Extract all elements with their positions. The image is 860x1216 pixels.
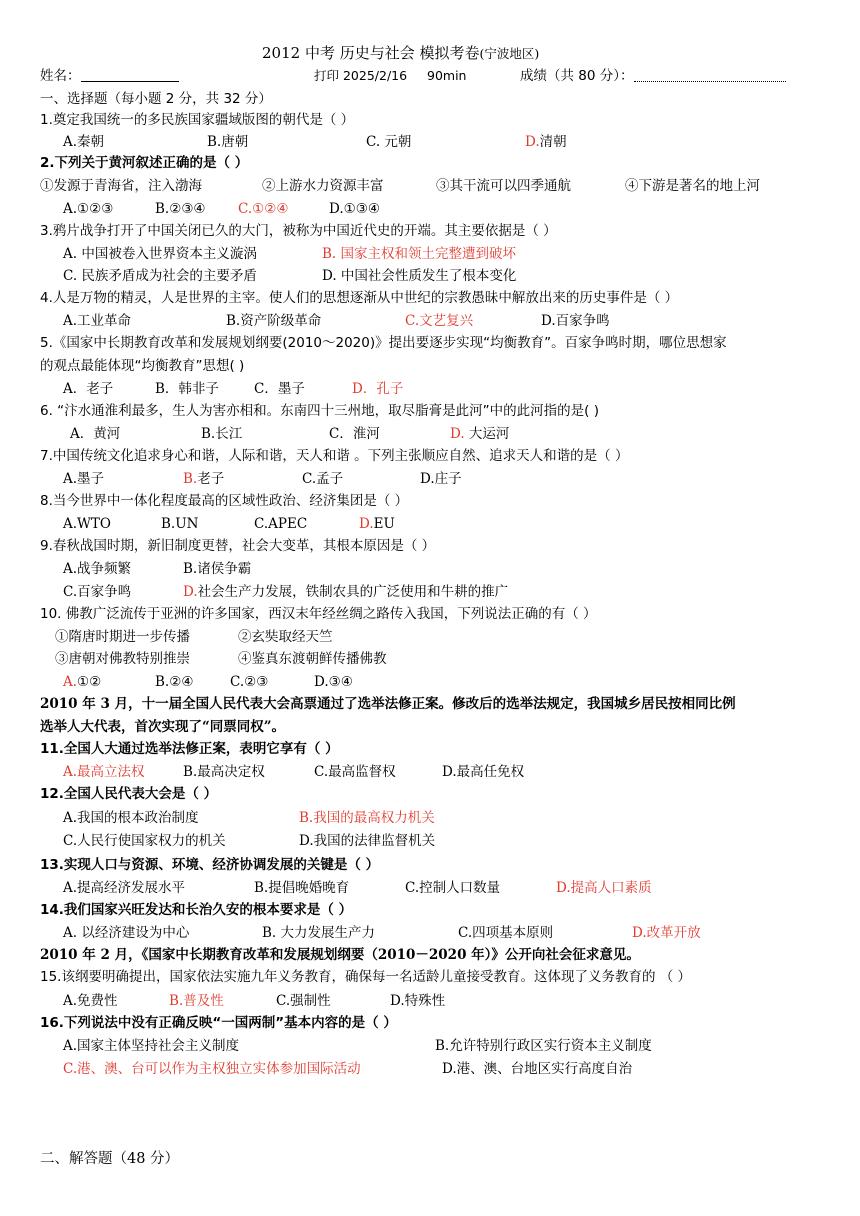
q10-statement-1: ①隋唐时期进一步传播 (55, 629, 190, 645)
q16-option-b: B.允许特别行政区实行资本主义制度 (435, 1038, 652, 1054)
q3-option-b: B. 国家主权和领土完整遭到破坏 (322, 246, 517, 262)
q6-stem: 6. “汴水通淮利最多，生人为害亦相和。东南四十三州地，取尽脂膏是此河”中的此河指的是( ) (40, 403, 599, 419)
q16-option-c: C.港、澳、台可以作为主权独立实体参加国际活动 (63, 1061, 361, 1077)
q2-option-a: A.①②③ (63, 201, 114, 217)
q2-statement-2: ②上游水力资源丰富 (262, 178, 384, 194)
q7-option-a: A.墨子 (63, 471, 105, 487)
q2-option-b: B.②③④ (155, 201, 206, 217)
score-field (520, 67, 786, 85)
q8-option-d-text: EU (373, 516, 395, 532)
q8-option-a: A.WTO (63, 516, 111, 532)
q10-option-a-text: ①② (77, 674, 102, 690)
q10-option-d: D.③④ (314, 674, 353, 690)
q6-option-a: A．黄河 (70, 426, 121, 442)
q14-option-b: B. 大力发展生产力 (262, 925, 376, 941)
q6-option-b: B.长江 (201, 426, 243, 442)
name-blank[interactable] (81, 67, 179, 82)
q1-option-d-text: 清朝 (539, 134, 567, 150)
q3-option-c: C. 民族矛盾成为社会的主要矛盾 (63, 268, 257, 284)
q14-stem: 14.我们国家兴旺发达和长治久安的根本要求是（ ） (40, 902, 353, 918)
q8-stem: 8.当今世界中一体化程度最高的区域性政治、经济集团是（ ） (40, 493, 409, 509)
q2-statement-3: ③其干流可以四季通航 (436, 178, 571, 194)
q10-option-b: B.②④ (155, 674, 194, 690)
q10-statement-2: ②玄奘取经天竺 (238, 629, 333, 645)
title-region: (宁波地区) (479, 46, 540, 61)
q7-option-d: D.庄子 (420, 471, 462, 487)
q15-stem: 15.该纲要明确提出，国家依法实施九年义务教育，确保每一名适龄儿童接受教育。这体现了义务教育的 （ ） (40, 969, 692, 985)
material1-line2: 选举人大代表，首次实现了“同票同权”。 (40, 719, 286, 735)
q1-stem: 1.奠定我国统一的多民族国家疆域版图的朝代是（ ） (40, 112, 355, 128)
q1-answer-letter: D. (525, 134, 540, 150)
q5-option-a: A．老子 (63, 381, 114, 397)
q9-option-d (183, 583, 508, 601)
q10-statement-4: ④鉴真东渡朝鲜传播佛教 (238, 651, 387, 667)
q16-option-a: A.国家主体坚持社会主义制度 (63, 1038, 240, 1054)
q7-option-b-text: 老子 (197, 471, 225, 487)
q2-option-c: C.①②④ (238, 201, 289, 217)
q7-option-c: C.孟子 (302, 471, 344, 487)
q12-option-b: B.我国的最高权力机关 (299, 810, 435, 826)
q2-option-d: D.①③④ (329, 201, 380, 217)
section1-heading: 一、选择题（每小题 2 分，共 32 分） (40, 91, 272, 107)
q10-stem: 10. 佛教广泛流传于亚洲的许多国家，西汉末年经丝绸之路传入我国，下列说法正确的有（ ） (40, 606, 597, 622)
q8-option-d (359, 515, 395, 533)
q15-option-a: A.免费性 (63, 993, 118, 1009)
q5-stem-line1: 5.《国家中长期教育改革和发展规划纲要(2010～2020)》提出要逐步实现“均衡教育”。百家争鸣时期，哪位思想家 (40, 335, 727, 351)
q7-answer-letter: B. (183, 471, 198, 487)
score-blank[interactable] (634, 67, 786, 82)
q14-option-d: D.改革开放 (632, 925, 701, 941)
q16-stem: 16.下列说法中没有正确反映“一国两制”基本内容的是（ ） (40, 1015, 397, 1031)
q8-option-c: C.APEC (254, 516, 308, 532)
q8-answer-letter: D. (359, 516, 374, 532)
q10-option-a (63, 673, 101, 691)
title-text: 2012 中考 历史与社会 模拟考卷 (262, 44, 480, 62)
q4-option-a: A.工业革命 (63, 313, 132, 329)
q11-option-d: D.最高任免权 (442, 764, 525, 780)
q3-option-d: D. 中国社会性质发生了根本变化 (322, 268, 517, 284)
q9-option-c: C.百家争鸣 (63, 584, 132, 600)
q10-answer-letter: A. (63, 674, 78, 690)
q13-option-a: A.提高经济发展水平 (63, 880, 186, 896)
q4-option-d: D.百家争鸣 (541, 313, 610, 329)
q5-stem-line2: 的观点最能体现“均衡教育”思想( ) (40, 358, 245, 374)
material2-line1: 2010 年 2 月，《国家中长期教育改革和发展规划纲要（2010－2020 年）》公开向社会征求意见。 (40, 947, 640, 963)
q6-option-d (450, 425, 509, 443)
q6-option-c: C．淮河 (329, 426, 380, 442)
q1-option-b: B.唐朝 (207, 134, 249, 150)
q12-option-d: D.我国的法律监督机关 (299, 833, 436, 849)
q4-option-c: C.文艺复兴 (405, 313, 474, 329)
q4-stem: 4.人是万物的精灵，人是世界的主宰。使人们的思想逐渐从中世纪的宗教愚昧中解放出来的历史事件是（ ） (40, 290, 679, 306)
q9-option-b: B.诸侯争霸 (183, 561, 252, 577)
q4-option-b: B.资产阶级革命 (226, 313, 322, 329)
q1-option-c: C. 元朝 (366, 134, 412, 150)
q13-option-d: D.提高人口素质 (556, 880, 652, 896)
q13-option-c: C.控制人口数量 (405, 880, 501, 896)
q16-option-d: D.港、澳、台地区实行高度自治 (442, 1061, 633, 1077)
duration: 90min (427, 68, 467, 83)
q2-statement-1: ①发源于青海省，注入渤海 (40, 178, 202, 194)
q15-option-d: D.特殊性 (390, 993, 446, 1009)
q10-statement-3: ③唐朝对佛教特别推崇 (55, 651, 190, 667)
q10-option-c: C.②③ (230, 674, 269, 690)
section2-heading: 二、解答题（48 分） (40, 1151, 180, 1167)
exam-title (262, 44, 539, 63)
q6-option-d-text: 大运河 (464, 426, 510, 442)
q3-option-a: A. 中国被卷入世界资本主义漩涡 (63, 246, 257, 262)
q12-stem: 12.全国人民代表大会是（ ） (40, 786, 218, 802)
q9-option-d-text: 社会生产力发展，铁制农具的广泛使用和牛耕的推广 (197, 584, 509, 600)
q12-option-c: C.人民行使国家权力的机关 (63, 833, 226, 849)
q14-option-a: A. 以经济建设为中心 (63, 925, 190, 941)
score-label: 成绩（共 80 分）： (520, 68, 634, 84)
q2-stem: 2.下列关于黄河叙述正确的是（ ） (40, 155, 249, 171)
q11-option-b: B.最高决定权 (183, 764, 265, 780)
q12-option-a: A.我国的根本政治制度 (63, 810, 199, 826)
q15-option-c: C.强制性 (276, 993, 331, 1009)
material1-line1: 2010 年 3 月，十一届全国人民代表大会高票通过了选举法修正案。修改后的选举法规定，我国城乡居民按相同比例 (40, 696, 736, 712)
q9-option-a: A.战争频繁 (63, 561, 132, 577)
q5-option-c: C．墨子 (254, 381, 305, 397)
q11-stem: 11.全国人大通过选举法修正案，表明它享有（ ） (40, 741, 339, 757)
q9-stem: 9.春秋战国时期，新旧制度更替，社会大变革，其根本原因是（ ） (40, 538, 436, 554)
q7-stem: 7.中国传统文化追求身心和谐，人际和谐，天人和谐 。下列主张顺应自然、追求天人和谐的是（ ） (40, 448, 629, 464)
q9-answer-letter: D. (183, 584, 198, 600)
q1-option-a: A.秦朝 (63, 134, 105, 150)
q1-option-d (525, 133, 567, 151)
q15-option-b: B.普及性 (169, 993, 224, 1009)
q11-option-a: A.最高立法权 (63, 764, 145, 780)
q11-option-c: C.最高监督权 (314, 764, 396, 780)
q6-answer-letter: D. (450, 426, 465, 442)
q8-option-b: B.UN (161, 516, 199, 532)
q14-option-c: C.四项基本原则 (458, 925, 554, 941)
name-label: 姓名： (40, 68, 81, 84)
q7-option-b (183, 470, 224, 488)
q13-stem: 13.实现人口与资源、环境、经济协调发展的关键是（ ） (40, 857, 380, 873)
print-info: 打印 2025/2/16 (314, 68, 408, 83)
q5-option-b: B．韩非子 (155, 381, 219, 397)
q3-stem: 3.鸦片战争打开了中国关闭已久的大门，被称为中国近代史的开端。其主要依据是（ ） (40, 223, 557, 239)
q2-statement-4: ④下游是著名的地上河 (625, 178, 760, 194)
name-field (40, 67, 179, 85)
q13-option-b: B.提倡晚婚晚育 (254, 880, 350, 896)
q5-option-d: D．孔子 (352, 381, 404, 397)
